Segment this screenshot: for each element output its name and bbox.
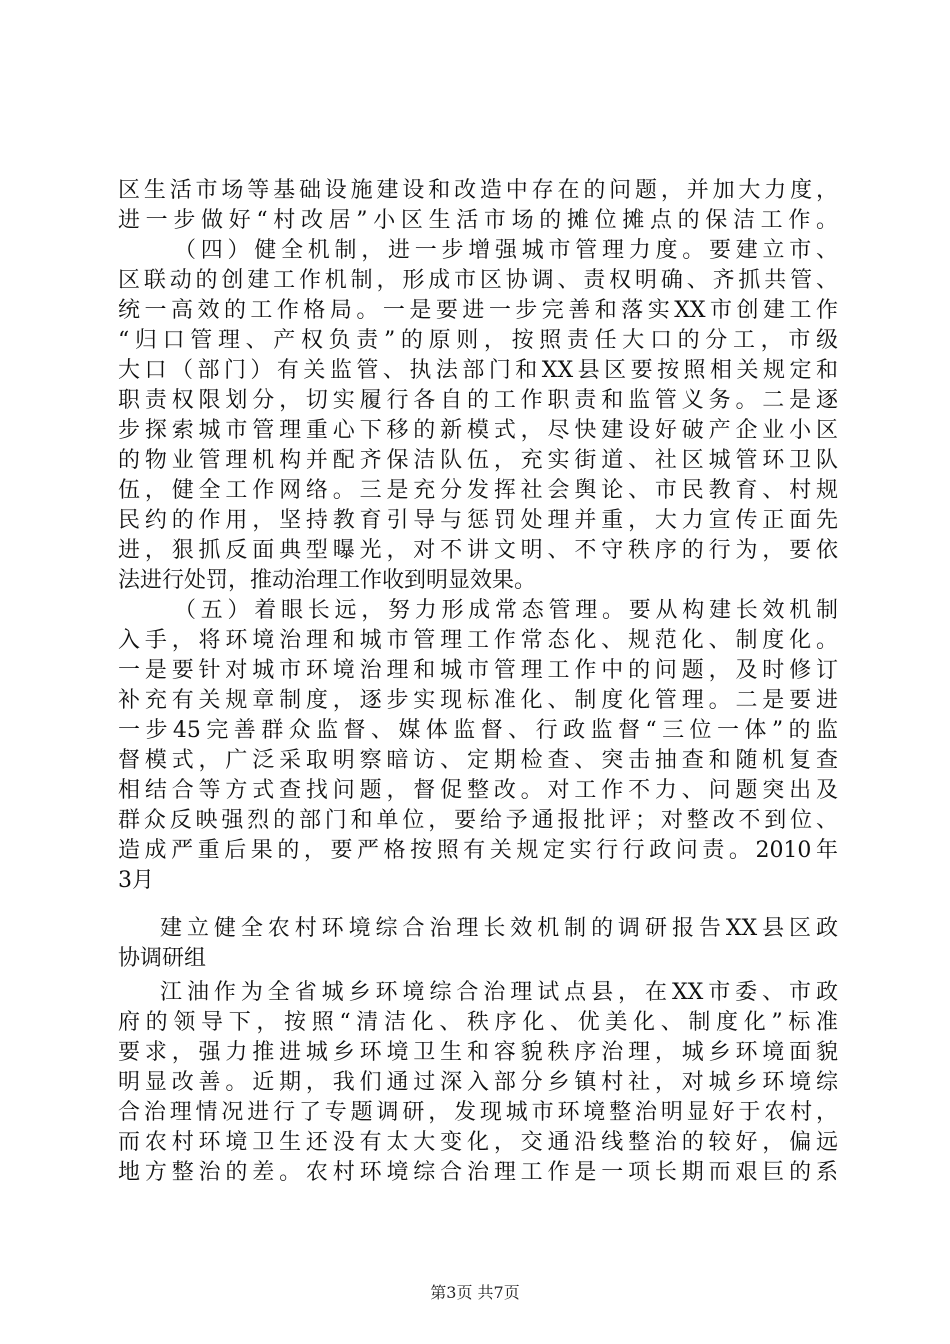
text-line: 进，狠抓反面典型曝光，对不讲文明、不守秩序的行为，要依 (118, 538, 838, 563)
text-line: 的物业管理机构并配齐保洁队伍，充实街道、社区城管环卫队 (118, 448, 838, 473)
text-line: 进一步做好“村改居”小区生活市场的摊位摊点的保洁工作。 (118, 208, 838, 233)
text-line: 督模式，广泛采取明察暗访、定期检查、突击抽查和随机复查 (118, 748, 838, 773)
text-line: “归口管理、产权负责”的原则，按照责任大口的分工，市级 (118, 328, 838, 353)
text-line: 入手，将环境治理和城市管理工作常态化、规范化、制度化。 (118, 628, 838, 653)
text-line: 一是要针对城市环境治理和城市管理工作中的问题，及时修订 (118, 658, 838, 683)
text-line: 大口（部门）有关监管、执法部门和XX县区要按照相关规定和 (118, 358, 838, 383)
date-line: 3月 (118, 868, 154, 893)
text-line: 要求，强力推进城乡环境卫生和容貌秩序治理，城乡环境面貌 (118, 1040, 838, 1065)
text-line: 合治理情况进行了专题调研，发现城市环境整治明显好于农村， (118, 1100, 838, 1125)
text-line: 统一高效的工作格局。一是要进一步完善和落实XX市创建工作 (118, 298, 838, 323)
text-line: 而农村环境卫生还没有太大变化，交通沿线整治的较好，偏远 (118, 1130, 838, 1155)
text-line: 区生活市场等基础设施建设和改造中存在的问题，并加大力度， (118, 178, 838, 203)
section-4-heading-line: （四）健全机制，进一步增强城市管理力度。要建立市、 (174, 238, 838, 263)
report-title-line: 协调研组 (118, 946, 207, 971)
text-line: 府的领导下，按照“清洁化、秩序化、优美化、制度化”标准 (118, 1010, 838, 1035)
text-line: 民约的作用，坚持教育引导与惩罚处理并重，大力宣传正面先 (118, 508, 838, 533)
text-line: 地方整治的差。农村环境综合治理工作是一项长期而艰巨的系 (118, 1160, 838, 1185)
text-line: 补充有关规章制度，逐步实现标准化、制度化管理。二是要进 (118, 688, 838, 713)
report-paragraph-start: 江油作为全省城乡环境综合治理试点县，在XX市委、市政 (160, 980, 838, 1005)
report-title-line: 建立健全农村环境综合治理长效机制的调研报告XX县区政 (160, 916, 838, 941)
text-line: 相结合等方式查找问题，督促整改。对工作不力、问题突出及 (118, 778, 838, 803)
text-line: 步探索城市管理重心下移的新模式，尽快建设好破产企业小区 (118, 418, 838, 443)
text-line: 明显改善。近期，我们通过深入部分乡镇村社，对城乡环境综 (118, 1070, 838, 1095)
text-line: 伍，健全工作网络。三是充分发挥社会舆论、市民教育、村规 (118, 478, 838, 503)
text-line: 群众反映强烈的部门和单位，要给予通报批评；对整改不到位、 (118, 808, 838, 833)
text-line: 区联动的创建工作机制，形成市区协调、责权明确、齐抓共管、 (118, 268, 838, 293)
section-5-heading-line: （五）着眼长远，努力形成常态管理。要从构建长效机制 (174, 598, 838, 623)
page-number-footer: 第3页 共7页 (430, 1283, 520, 1302)
text-line: 造成严重后果的，要严格按照有关规定实行行政问责。2010年 (118, 838, 838, 863)
text-line: 职责权限划分，切实履行各自的工作职责和监管义务。二是逐 (118, 388, 838, 413)
text-line: 一步45完善群众监督、媒体监督、行政监督“三位一体”的监 (118, 718, 838, 743)
text-line: 法进行处罚，推动治理工作收到明显效果。 (118, 568, 537, 593)
